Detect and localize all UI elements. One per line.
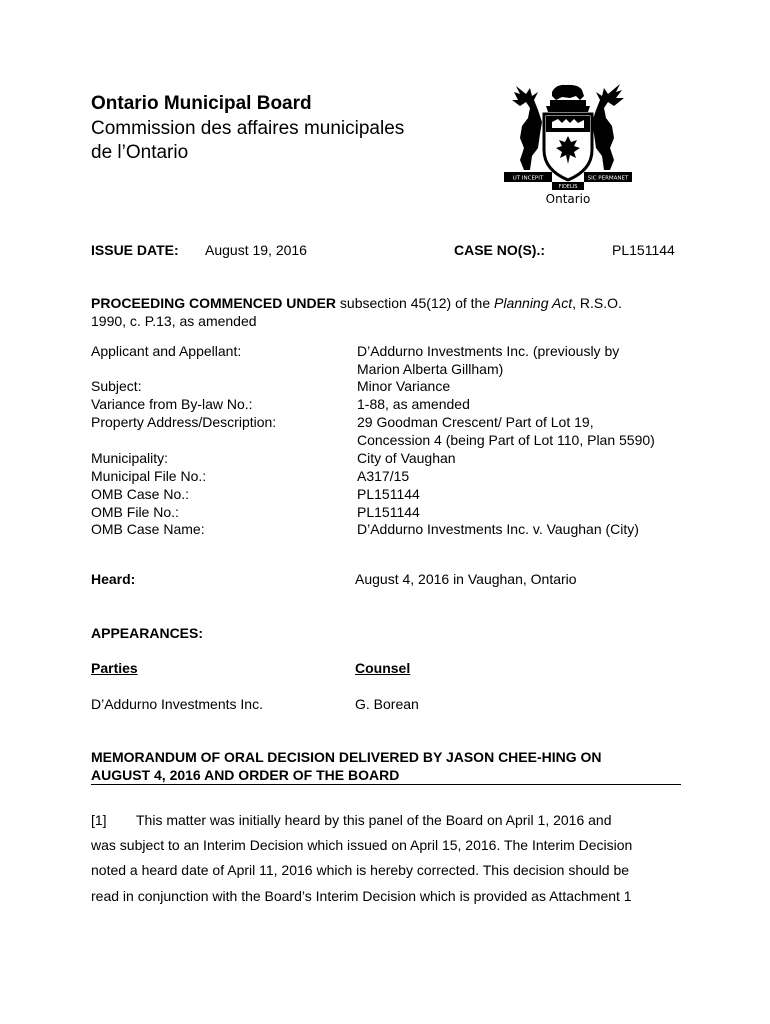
crest-fidelis: FIDELIS	[558, 184, 578, 190]
applicant-label: Applicant and Appellant:	[91, 343, 242, 359]
omb-case-value: PL151144	[357, 486, 420, 502]
proceeding-line1	[91, 294, 622, 312]
crest-motto-left: UT INCEPIT	[512, 175, 544, 182]
issue-date-label: ISSUE DATE:	[91, 242, 179, 258]
omb-file-value: PL151144	[357, 504, 420, 520]
case-no-value: PL151144	[612, 242, 675, 258]
case-no-label: CASE NO(S).:	[454, 242, 545, 258]
municipality-label: Municipality:	[91, 450, 169, 466]
property-label: Property Address/Description:	[91, 414, 277, 430]
omb-case-name-label: OMB Case Name:	[91, 521, 205, 537]
omb-case-name-value: D’Addurno Investments Inc. v. Vaughan (City)	[357, 521, 639, 537]
ontario-wordmark: Ontario	[545, 192, 591, 206]
omb-case-label: OMB Case No.:	[91, 486, 190, 502]
ontario-coat-of-arms-logo	[500, 78, 636, 206]
planning-act-name: Planning Act	[494, 295, 573, 311]
issue-date-value: August 19, 2016	[205, 242, 307, 258]
proceeding-text-after-act: , R.S.O.	[572, 295, 622, 311]
section-divider	[91, 784, 681, 785]
variance-value: 1-88, as amended	[357, 396, 470, 412]
property-value-line2: Concession 4 (being Part of Lot 110, Plan 5590)	[357, 432, 655, 448]
paragraph-line1: This matter was initially heard by this panel of the Board on April 1, 2016 and	[136, 812, 612, 828]
proceeding-line2: 1990, c. P.13, as amended	[91, 313, 257, 329]
municipality-value: City of Vaughan	[357, 450, 456, 466]
board-subtitle-line2: de l’Ontario	[91, 142, 189, 163]
memorandum-heading-line1: MEMORANDUM OF ORAL DECISION DELIVERED BY JASON CHEE-HING ON	[91, 749, 602, 765]
appearances-heading: APPEARANCES:	[91, 625, 204, 641]
parties-header: Parties	[91, 660, 138, 676]
heard-value: August 4, 2016 in Vaughan, Ontario	[355, 571, 577, 587]
paragraph-line3: noted a heard date of April 11, 2016 which is hereby corrected. This decision should be	[91, 862, 630, 878]
applicant-value-line2: Marion Alberta Gillham)	[357, 361, 504, 377]
variance-label: Variance from By-law No.:	[91, 396, 253, 412]
proceeding-text-before-act: subsection 45(12) of the	[336, 295, 495, 311]
subject-value: Minor Variance	[357, 378, 451, 394]
heard-label: Heard:	[91, 571, 136, 587]
board-title: Ontario Municipal Board	[91, 93, 312, 114]
memorandum-heading-line2: AUGUST 4, 2016 AND ORDER OF THE BOARD	[91, 767, 400, 783]
subject-label: Subject:	[91, 378, 142, 394]
property-value-line1: 29 Goodman Crescent/ Part of Lot 19,	[357, 414, 594, 430]
party-name: D’Addurno Investments Inc.	[91, 696, 263, 712]
municipal-file-label: Municipal File No.:	[91, 468, 207, 484]
omb-file-label: OMB File No.:	[91, 504, 179, 520]
municipal-file-value: A317/15	[357, 468, 410, 484]
crest-motto-right: SIC PERMANET	[587, 175, 629, 182]
paragraph-number: [1]	[91, 812, 107, 828]
counsel-name: G. Borean	[355, 696, 419, 712]
proceeding-bold-lead: PROCEEDING COMMENCED UNDER	[91, 295, 337, 311]
paragraph-line4: read in conjunction with the Board’s Interim Decision which is provided as Attachment 1	[91, 888, 632, 904]
counsel-header: Counsel	[355, 660, 411, 676]
applicant-value-line1: D’Addurno Investments Inc. (previously by	[357, 343, 620, 359]
board-subtitle-line1: Commission des affaires municipales	[91, 118, 405, 139]
paragraph-line2: was subject to an Interim Decision which issued on April 15, 2016. The Interim Decision	[91, 837, 633, 853]
